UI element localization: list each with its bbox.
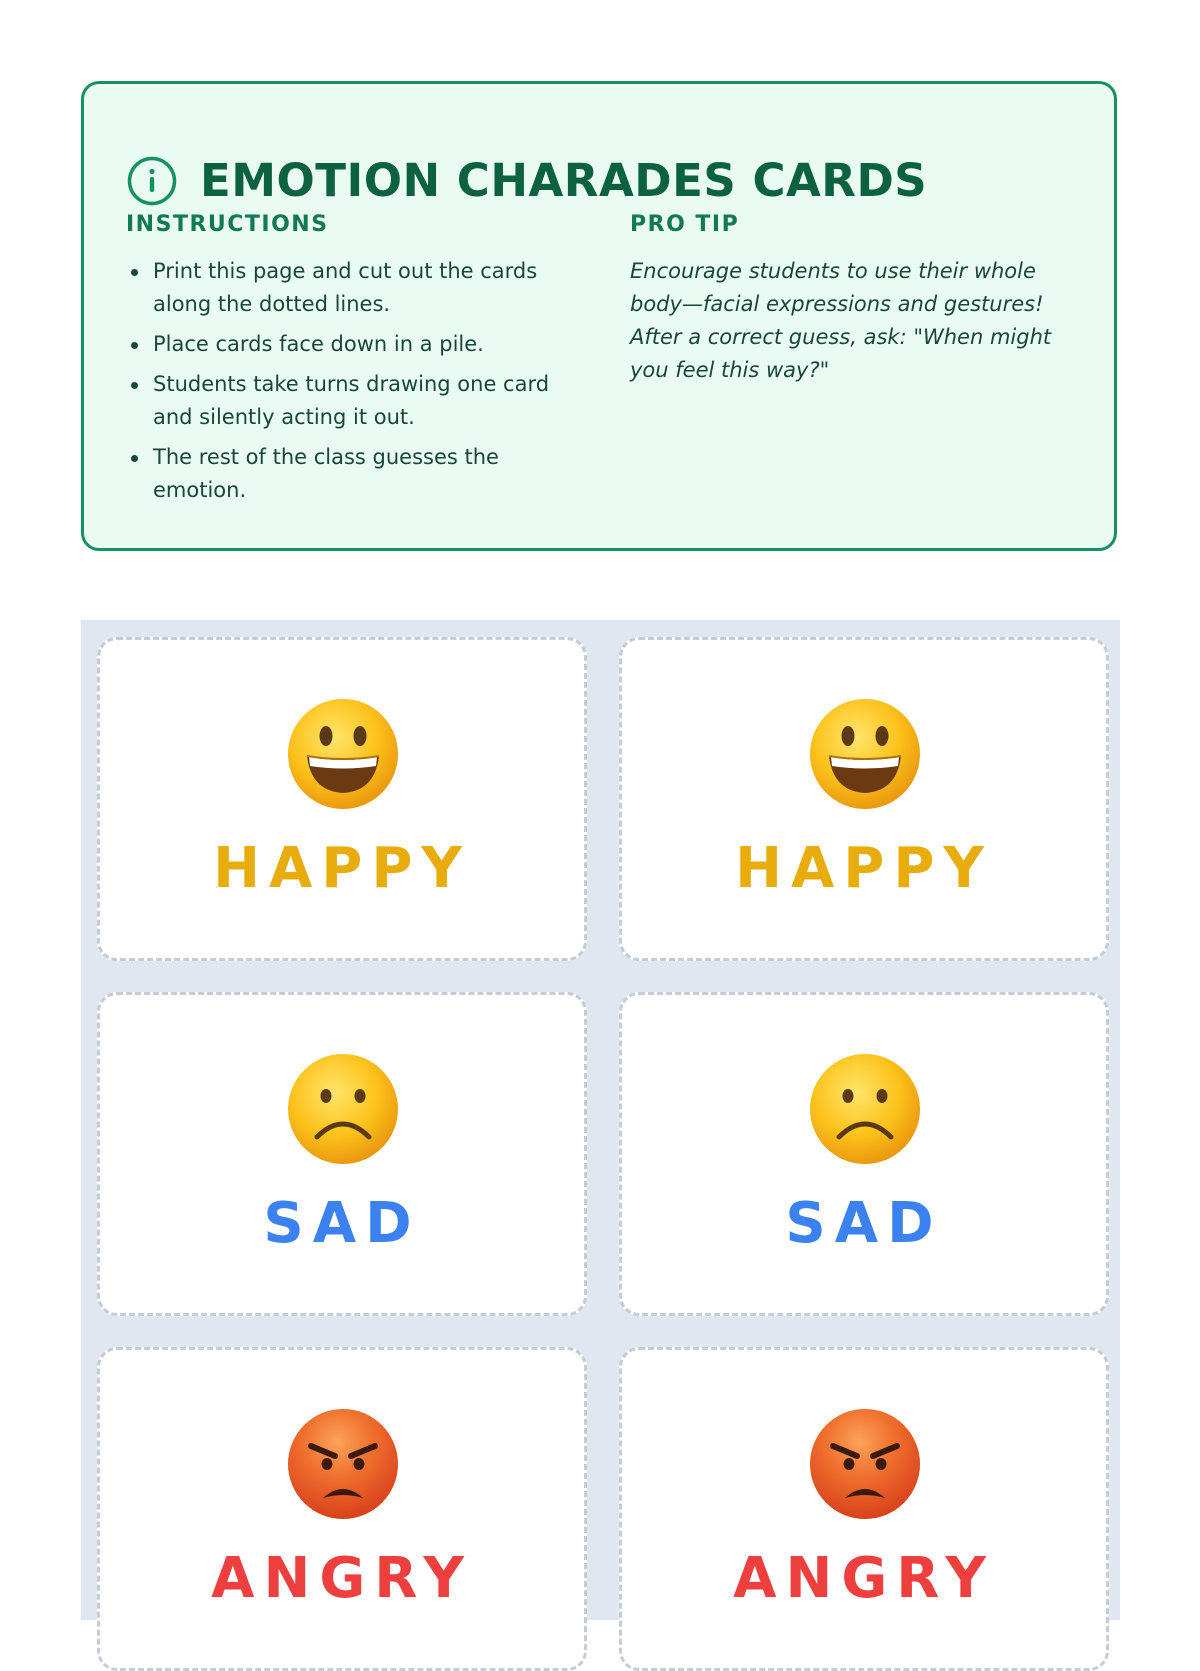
emotion-label: ANGRY	[211, 1546, 473, 1611]
instruction-item	[153, 255, 566, 321]
emotion-card[interactable]	[619, 637, 1109, 961]
emotion-card[interactable]	[97, 992, 587, 1316]
emotion-label: HAPPY	[213, 836, 471, 901]
emotion-card[interactable]	[97, 637, 587, 961]
instruction-text: Students take turns drawing one card and silently acting it out.	[153, 372, 550, 429]
pro-tip-section	[630, 212, 1070, 387]
instructions-heading: INSTRUCTIONS	[126, 212, 329, 237]
angry-face-icon	[809, 1408, 921, 1520]
angry-face-icon	[287, 1408, 399, 1520]
frowning-face-icon	[809, 1053, 921, 1165]
emotion-card[interactable]	[97, 1347, 587, 1671]
instruction-text: Print this page and cut out the cards along the dotted lines.	[153, 259, 538, 316]
instruction-item	[153, 328, 566, 361]
page-title: EMOTION CHARADES CARDS	[200, 154, 928, 208]
emotion-card[interactable]	[619, 1347, 1109, 1671]
card-grid	[81, 620, 1120, 1620]
pro-tip-text: Encourage students to use their whole body—facial expressions and gestures! After a correct guess, ask: "When might you feel this way?"	[630, 259, 1052, 382]
pro-tip-heading: PRO TIP	[630, 212, 740, 237]
grinning-face-icon	[809, 698, 921, 810]
frowning-face-icon	[287, 1053, 399, 1165]
instruction-item	[153, 368, 566, 434]
instructions-list	[126, 255, 566, 507]
bullet-icon	[131, 342, 138, 349]
bullet-icon	[131, 382, 138, 389]
instruction-text: Place cards face down in a pile.	[153, 332, 484, 356]
grinning-face-icon	[287, 698, 399, 810]
emotion-label: SAD	[785, 1191, 943, 1256]
bullet-icon	[131, 269, 138, 276]
emotion-card[interactable]	[619, 992, 1109, 1316]
bullet-icon	[131, 455, 138, 462]
emotion-label: ANGRY	[733, 1546, 995, 1611]
instructions-panel	[81, 81, 1117, 551]
emotion-label: SAD	[263, 1191, 421, 1256]
instruction-item	[153, 441, 566, 507]
instruction-text: The rest of the class guesses the emotion.	[153, 445, 499, 502]
instructions-section	[126, 212, 566, 514]
info-icon	[126, 155, 178, 207]
emotion-label: HAPPY	[735, 836, 993, 901]
